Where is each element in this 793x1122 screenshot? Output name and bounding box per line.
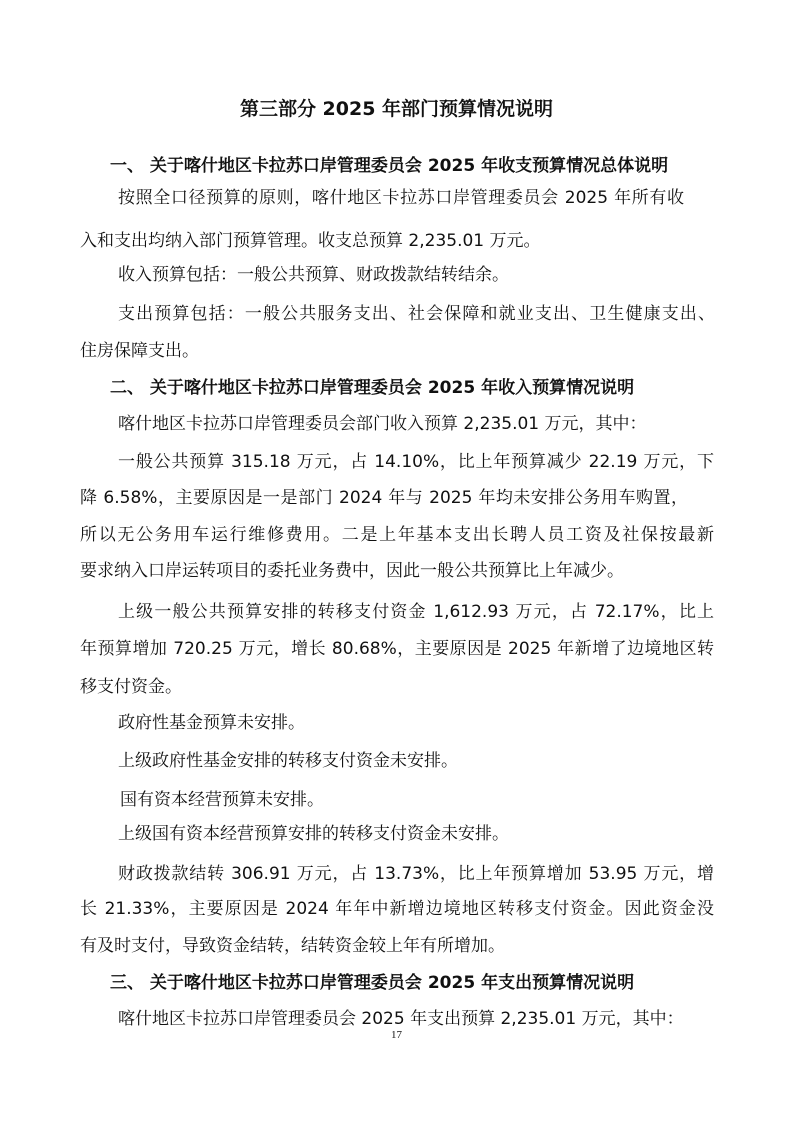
paragraph-line: 所以无公务用车运行维修费用。二是上年基本支出长聘人员工资及社保按最新	[80, 525, 714, 545]
paragraph-line: 入和支出均纳入部门预算管理。收支总预算 2,235.01 万元。	[80, 231, 541, 251]
paragraph-line: 喀什地区卡拉苏口岸管理委员会部门收入预算 2,235.01 万元，其中：	[118, 414, 647, 434]
paragraph-line: 住房保障支出。	[80, 341, 199, 361]
section-heading-1: 一、 关于喀什地区卡拉苏口岸管理委员会 2025 年收支预算情况总体说明	[110, 156, 669, 176]
paragraph-line: 财政拨款结转 306.91 万元，占 13.73%，比上年预算增加 53.95 万元，增	[118, 864, 714, 884]
paragraph-line: 要求纳入口岸运转项目的委托业务费中，因此一般公共预算比上年减少。	[80, 561, 624, 581]
paragraph-line: 长 21.33%，主要原因是 2024 年年中新增边境地区转移支付资金。因此资金没	[80, 899, 714, 919]
paragraph-line: 年预算增加 720.25 万元，增长 80.68%，主要原因是 2025 年新增了边境地区转	[80, 639, 714, 659]
paragraph-line: 一般公共预算 315.18 万元，占 14.10%，比上年预算减少 22.19 万元，下	[118, 452, 714, 472]
paragraph-line: 按照全口径预算的原则，喀什地区卡拉苏口岸管理委员会 2025 年所有收	[118, 188, 684, 208]
section-heading-3: 三、 关于喀什地区卡拉苏口岸管理委员会 2025 年支出预算情况说明	[110, 973, 635, 993]
paragraph-line: 移支付资金。	[80, 677, 182, 697]
paragraph-line: 喀什地区卡拉苏口岸管理委员会 2025 年支出预算 2,235.01 万元，其中：	[118, 1009, 684, 1029]
section-heading-2: 二、 关于喀什地区卡拉苏口岸管理委员会 2025 年收入预算情况说明	[110, 378, 635, 398]
paragraph-line: 政府性基金预算未安排。	[118, 713, 305, 733]
paragraph-line: 降 6.58%，主要原因是一是部门 2024 年与 2025 年均未安排公务用车购置，	[80, 488, 688, 508]
paragraph-line: 上级政府性基金安排的转移支付资金未安排。	[118, 751, 458, 771]
page-title: 第三部分 2025 年部门预算情况说明	[239, 98, 554, 120]
paragraph-line: 收入预算包括：一般公共预算、财政拨款结转结余。	[118, 265, 509, 285]
paragraph-line: 有及时支付，导致资金结转，结转资金较上年有所增加。	[80, 936, 505, 956]
paragraph-line: 支出预算包括：一般公共服务支出、社会保障和就业支出、卫生健康支出、	[118, 304, 715, 324]
paragraph-line: 上级一般公共预算安排的转移支付资金 1,612.93 万元，占 72.17%，比上	[118, 602, 714, 622]
paragraph-line: 国有资本经营预算未安排。	[120, 790, 324, 810]
paragraph-line: 上级国有资本经营预算安排的转移支付资金未安排。	[118, 824, 509, 844]
page-number: 17	[391, 1029, 402, 1041]
